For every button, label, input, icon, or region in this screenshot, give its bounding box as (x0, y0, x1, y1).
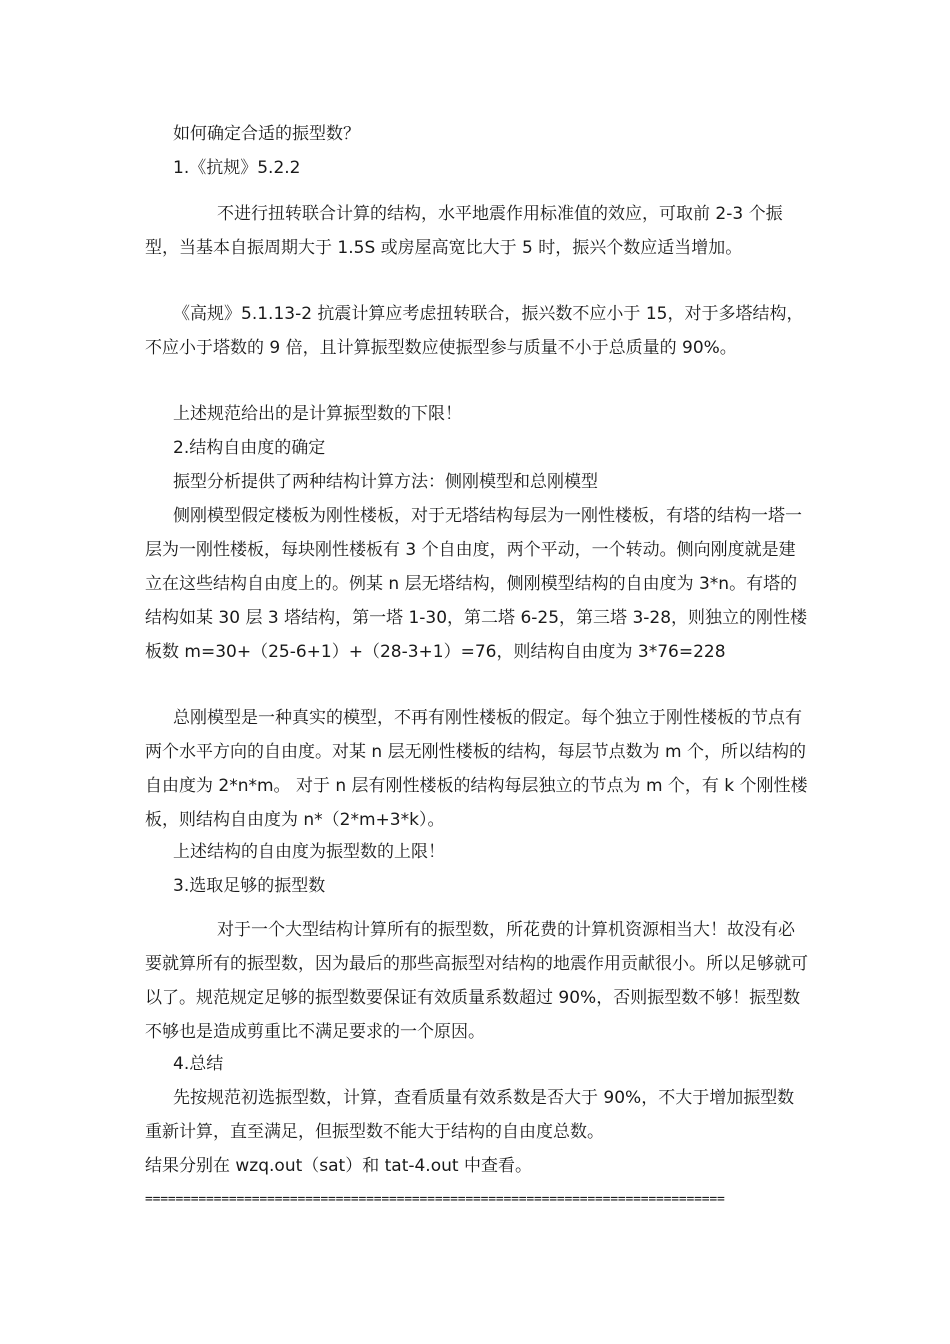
section-3-heading: 3.选取足够的振型数 (173, 876, 326, 896)
section-1-paragraph-3: 上述规范给出的是计算振型数的下限！ (173, 404, 462, 424)
section-2-paragraph-1: 振型分析提供了两种结构计算方法：侧刚模型和总刚模型 (173, 472, 598, 492)
section-2-paragraph-4: 上述结构的自由度为振型数的上限！ (173, 842, 445, 862)
section-1-paragraph-2: 《高规》5.1.13-2 抗震计算应考虑扭转联合，振兴数不应小于 15，对于多塔结构，不应小于塔数的 9 倍，且计算振型数应使振型参与质量不小于总质量的 90%。 (145, 304, 804, 358)
section-4-paragraph-2: 结果分别在 wzq.out（sat）和 tat-4.out 中查看。 (145, 1156, 532, 1176)
section-2-paragraph-3: 总刚模型是一种真实的模型，不再有刚性楼板的假定。每个独立于刚性楼板的节点有两个水平方向的自由度。对某 n 层无刚性楼板的结构，每层节点数为 m 个，所以结构的自由度为 2*n*m。 对于 n 层有刚性楼板的结构每层独立的节点为 m 个，有 k 个刚性楼板，则结构自由度为 n*（2*m+3*k）。 (145, 708, 808, 830)
section-3-paragraph-1: 对于一个大型结构计算所有的振型数，所花费的计算机资源相当大！故没有必要就算所有的振型数，因为最后的那些高振型对结构的地震作用贡献很小。所以足够就可以了。规范规定足够的振型数要保证有效质量系数超过 90%，否则振型数不够！振型数不够也是造成剪重比不满足要求的一个原因。 (145, 920, 808, 1042)
section-1-heading: 1.《抗规》5.2.2 (173, 158, 301, 178)
section-4-paragraph-1: 先按规范初选振型数，计算，查看质量有效系数是否大于 90%，不大于增加振型数重新计算，直至满足，但振型数不能大于结构的自由度总数。 (145, 1088, 795, 1142)
document-title: 如何确定合适的振型数？ (173, 124, 360, 144)
separator-line: ============================================================================ (145, 1192, 725, 1207)
section-4-heading: 4.总结 (173, 1054, 224, 1074)
section-2-heading: 2.结构自由度的确定 (173, 438, 326, 458)
section-2-paragraph-2: 侧刚模型假定楼板为刚性楼板，对于无塔结构每层为一刚性楼板，有塔的结构一塔一层为一刚性楼板，每块刚性楼板有 3 个自由度，两个平动，一个转动。侧向刚度就是建立在这些结构自由度上的。例某 n 层无塔结构，侧刚模型结构的自由度为 3*n。有塔的结构如某 30 层 3 塔结构，第一塔 1-30，第二塔 6-25，第三塔 3-28，则独立的刚性楼板数 m=30+（25-6+1）+（28-3+1）=76，则结构自由度为 3*76=228 (145, 506, 808, 662)
section-1-paragraph-1: 不进行扭转联合计算的结构，水平地震作用标准值的效应，可取前 2-3 个振型，当基本自振周期大于 1.5S 或房屋高宽比大于 5 时，振兴个数应适当增加。 (145, 204, 783, 258)
